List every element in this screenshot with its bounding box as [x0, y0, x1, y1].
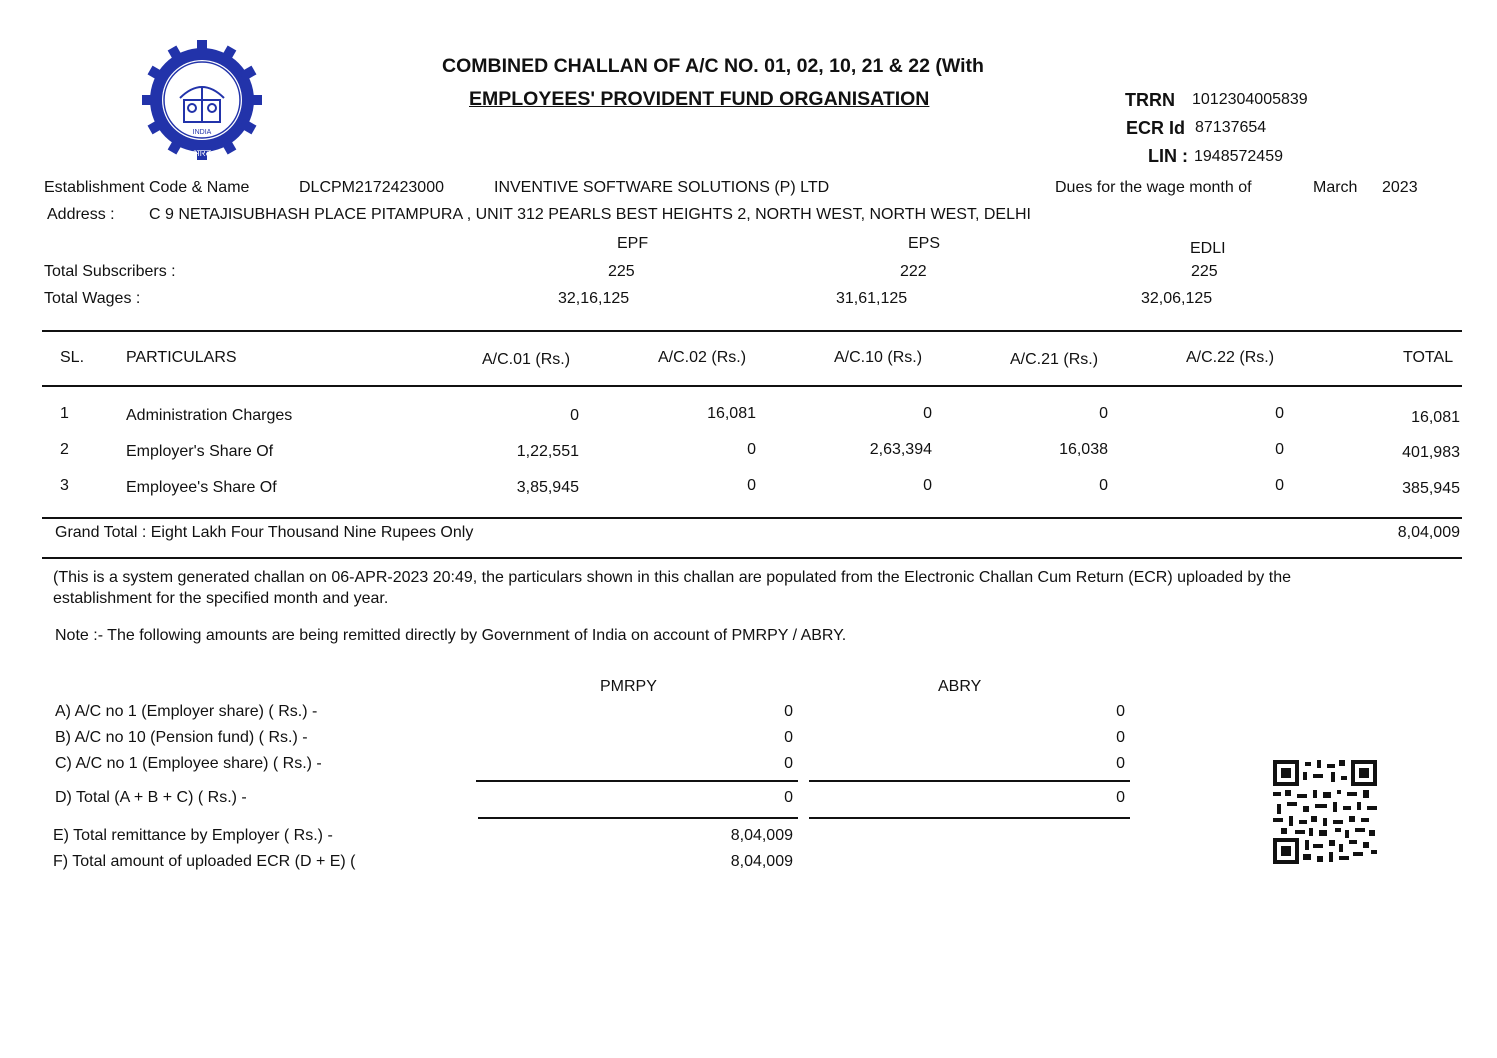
lin-label: LIN :	[1148, 146, 1188, 166]
summary-header-eps: EPS	[908, 235, 941, 252]
row3-ac01: 3,85,945	[516, 479, 579, 496]
remit-row-a-abry: 0	[1116, 703, 1125, 720]
grand-total-top-rule	[42, 517, 1462, 519]
row3-particulars: Employee's Share Of	[126, 479, 277, 496]
col-header-ac01: A/C.01 (Rs.)	[482, 351, 571, 368]
wages-edli: 32,06,125	[1141, 290, 1213, 307]
remit-row-f-label: F) Total amount of uploaded ECR (D + E) (	[53, 853, 356, 870]
row1-particulars: Administration Charges	[126, 407, 293, 424]
row3-total: 385,945	[1402, 480, 1460, 497]
col-header-particulars: PARTICULARS	[126, 349, 237, 366]
government-note: Note :- The following amounts are being remitted directly by Government of India on account of PMRPY / ABRY.	[55, 627, 847, 644]
remit-row-e-label: E) Total remittance by Employer ( Rs.) -	[53, 827, 333, 844]
row2-ac22: 0	[1275, 441, 1284, 458]
row1-ac01: 0	[570, 407, 579, 424]
table-top-rule	[42, 330, 1462, 332]
remit-row-f-value: 8,04,009	[730, 853, 793, 870]
remit-row-a-label: A) A/C no 1 (Employer share) ( Rs.) -	[55, 703, 318, 720]
row2-ac02: 0	[747, 441, 756, 458]
system-note-line1: (This is a system generated challan on 06-APR-2023 20:49, the particulars shown in this challan are populated from the Electronic Challan Cum Return (ECR) uploaded by the	[53, 569, 1291, 586]
row1-ac02: 16,081	[707, 405, 756, 422]
grand-total-bottom-rule	[42, 557, 1462, 559]
row2-sl: 2	[60, 441, 69, 458]
summary-header-epf: EPF	[617, 235, 649, 252]
col-header-total: TOTAL	[1403, 349, 1454, 366]
lin-value: 1948572459	[1194, 148, 1283, 165]
col-header-ac21: A/C.21 (Rs.)	[1010, 351, 1099, 368]
col-header-ac22: A/C.22 (Rs.)	[1186, 349, 1275, 366]
row2-ac10: 2,63,394	[869, 441, 932, 458]
row2-ac01: 1,22,551	[516, 443, 579, 460]
total-wages-label: Total Wages :	[44, 290, 141, 307]
row3-ac21: 0	[1099, 477, 1108, 494]
remit-row-a-pmrpy: 0	[784, 703, 793, 720]
grand-total-value: 8,04,009	[1397, 524, 1460, 541]
row3-sl: 3	[60, 477, 69, 494]
address-label: Address :	[47, 206, 115, 223]
abry-subtotal-rule	[809, 780, 1130, 782]
row3-ac10: 0	[923, 477, 932, 494]
grand-total-label: Grand Total : Eight Lakh Four Thousand Nine Rupees Only	[55, 524, 474, 541]
remit-row-e-value: 8,04,009	[730, 827, 793, 844]
row3-ac02: 0	[747, 477, 756, 494]
subscribers-eps: 222	[900, 263, 927, 280]
pmrpy-total-rule	[478, 817, 798, 819]
row2-particulars: Employer's Share Of	[126, 443, 274, 460]
remit-row-d-label: D) Total (A + B + C) ( Rs.) -	[55, 789, 247, 806]
dues-year: 2023	[1382, 179, 1418, 196]
pmrpy-header: PMRPY	[600, 678, 657, 695]
remit-row-c-abry: 0	[1116, 755, 1125, 772]
wages-epf: 32,16,125	[558, 290, 630, 307]
summary-header-edli: EDLI	[1190, 240, 1226, 257]
row2-ac21: 16,038	[1059, 441, 1108, 458]
epfo-seal-icon	[140, 38, 264, 162]
abry-header: ABRY	[938, 678, 982, 695]
logo-india-text: INDIA	[192, 129, 212, 136]
col-header-ac10: A/C.10 (Rs.)	[834, 349, 923, 366]
establishment-label: Establishment Code & Name	[44, 179, 250, 196]
col-header-sl: SL.	[60, 349, 85, 366]
logo-bharat-text: भारत	[193, 149, 211, 159]
dues-month: March	[1313, 179, 1358, 196]
row3-ac22: 0	[1275, 477, 1284, 494]
challan-title: COMBINED CHALLAN OF A/C NO. 01, 02, 10, 21 & 22 (With	[442, 55, 984, 77]
trrn-value: 1012304005839	[1192, 91, 1308, 108]
remit-row-b-pmrpy: 0	[784, 729, 793, 746]
col-header-ac02: A/C.02 (Rs.)	[658, 349, 747, 366]
abry-total-rule	[809, 817, 1130, 819]
remit-row-d-pmrpy: 0	[784, 789, 793, 806]
organisation-title: EMPLOYEES' PROVIDENT FUND ORGANISATION	[469, 88, 930, 110]
subscribers-edli: 225	[1191, 263, 1218, 280]
row1-ac10: 0	[923, 405, 932, 422]
system-note-line2: establishment for the specified month and year.	[53, 590, 389, 607]
qr-code-icon	[1273, 760, 1377, 864]
pmrpy-subtotal-rule	[476, 780, 798, 782]
subscribers-epf: 225	[608, 263, 635, 280]
remit-row-d-abry: 0	[1116, 789, 1125, 806]
establishment-code: DLCPM2172423000	[299, 179, 444, 196]
remit-row-b-abry: 0	[1116, 729, 1125, 746]
row1-ac22: 0	[1275, 405, 1284, 422]
table-header-rule	[42, 385, 1462, 387]
ecr-id-label: ECR Id	[1126, 118, 1186, 138]
total-subscribers-label: Total Subscribers :	[44, 263, 176, 280]
dues-label: Dues for the wage month of	[1055, 179, 1252, 196]
wages-eps: 31,61,125	[836, 290, 908, 307]
establishment-name: INVENTIVE SOFTWARE SOLUTIONS (P) LTD	[494, 179, 830, 196]
address-value: C 9 NETAJISUBHASH PLACE PITAMPURA , UNIT 312 PEARLS BEST HEIGHTS 2, NORTH WEST, NORTH WEST, DELHI	[149, 206, 1031, 223]
remit-row-c-label: C) A/C no 1 (Employee share) ( Rs.) -	[55, 755, 322, 772]
remit-row-c-pmrpy: 0	[784, 755, 793, 772]
remit-row-b-label: B) A/C no 10 (Pension fund) ( Rs.) -	[55, 729, 308, 746]
row1-ac21: 0	[1099, 405, 1108, 422]
ecr-id-value: 87137654	[1195, 119, 1267, 136]
row1-sl: 1	[60, 405, 69, 422]
row1-total: 16,081	[1411, 409, 1460, 426]
row2-total: 401,983	[1402, 444, 1460, 461]
trrn-label: TRRN	[1125, 90, 1175, 110]
